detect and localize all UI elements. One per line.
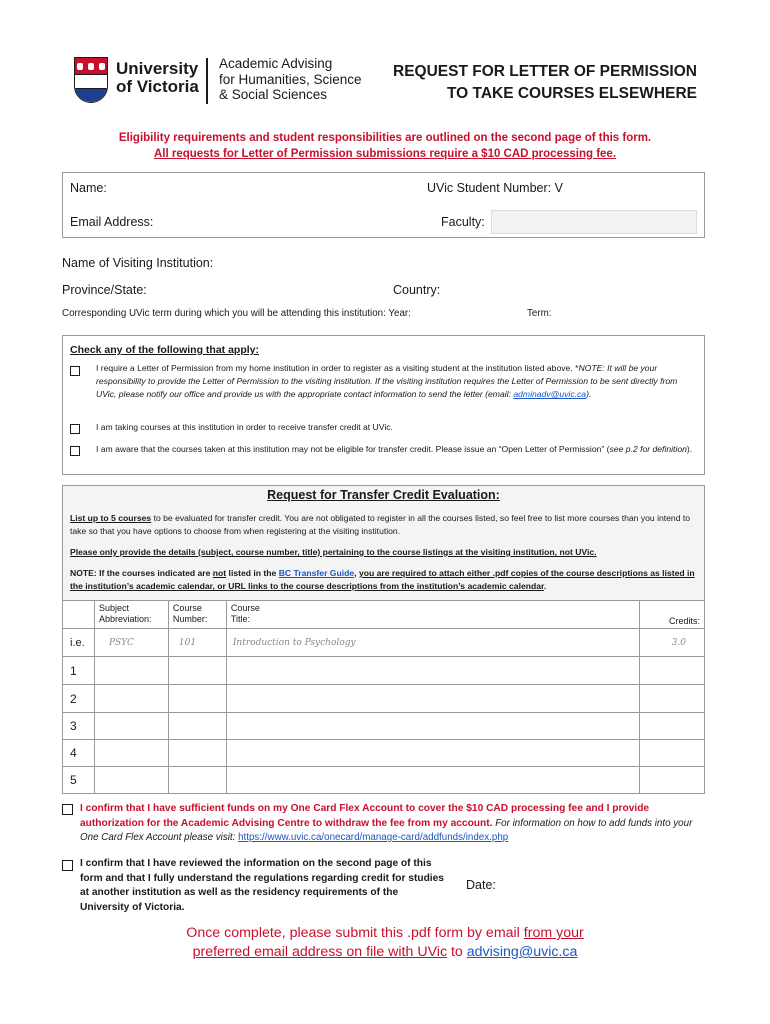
row-number: 2 — [63, 685, 95, 713]
visiting-institution-label: Name of Visiting Institution: — [62, 256, 214, 270]
item1-note: NOTE: It will be your responsibility to provide the Letter of Permission to the visiting institution. If the visiting institution requires the Letter of Permission to be sent directly from UVic, please notify our office and provide us with the appropriate contact information to send the letter (email: — [96, 363, 678, 399]
item3-see: see p.2 for definition — [609, 444, 687, 454]
header-course-title — [226, 601, 639, 629]
university-line1: University — [116, 59, 199, 78]
submit-d: to — [447, 944, 467, 960]
submit-instructions — [100, 924, 670, 962]
country-label: Country: — [393, 283, 441, 297]
dept-line3: & Social Sciences — [219, 87, 328, 102]
title-cell[interactable] — [226, 713, 639, 740]
header-course-title-text: Course Title: — [230, 603, 260, 624]
number-cell[interactable] — [168, 685, 226, 713]
table-row-example — [63, 629, 705, 657]
p3-d: you are required to attach either .pdf copies of the course descriptions as listed in the institution’s academic calendar, or URL links to the course descriptions from the institution’s academic calendar — [70, 568, 695, 591]
row-number: 3 — [63, 713, 95, 740]
subject-cell[interactable] — [94, 685, 168, 713]
check-item-2-text: I am taking courses at this institution in order to receive transfer credit at UVic. — [96, 422, 393, 432]
credits-cell[interactable] — [640, 767, 705, 794]
transfer-paragraph-1 — [70, 512, 698, 538]
item3-main: I am aware that the courses taken at this institution may not be eligible for transfer credit. Please issue an “Open Letter of Permission” ( — [96, 444, 610, 454]
transfer-p1-bold: List up to 5 courses — [70, 513, 152, 523]
subject-cell[interactable] — [94, 767, 168, 794]
item1-end: ). — [586, 389, 592, 399]
dept-line2: for Humanities, Science — [219, 71, 362, 87]
email-label: Email Address: — [70, 215, 154, 229]
example-number: 101 — [168, 629, 226, 657]
university-name — [116, 60, 199, 96]
title-cell[interactable] — [226, 767, 639, 794]
transfer-title: Request for Transfer Credit Evaluation: — [267, 488, 500, 502]
credits-cell[interactable] — [640, 685, 705, 713]
header-blank — [63, 601, 95, 629]
row-number: 1 — [63, 657, 95, 685]
row-number: 4 — [63, 740, 95, 767]
example-title: Introduction to Psychology — [226, 629, 639, 657]
number-cell[interactable] — [168, 740, 226, 767]
submit-c: preferred email address on file with UVic — [192, 944, 448, 960]
checkbox-confirm-funds[interactable] — [62, 804, 73, 815]
table-row — [63, 713, 705, 740]
example-label: i.e. — [63, 629, 95, 657]
transfer-paragraph-3 — [70, 567, 698, 593]
title-line2: TO TAKE COURSES ELSEWHERE — [446, 85, 697, 102]
p3-b: listed in the — [226, 568, 279, 578]
p3-a: NOTE: If the courses indicated are — [70, 568, 213, 578]
checkbox-open-letter[interactable] — [70, 446, 80, 456]
check-heading: Check any of the following that apply: — [70, 344, 260, 356]
example-subject: PSYC — [94, 629, 168, 657]
confirm-reviewed-text: I confirm that I have reviewed the information on the second page of this form and that I fully understand the regulations regarding credit for studies at another institution as well as the residency requirements of the University of Victoria. — [80, 858, 444, 913]
number-cell[interactable] — [168, 657, 226, 685]
uvic-crest-logo — [74, 57, 108, 103]
p3-not: not — [212, 568, 227, 578]
checkbox-transfer-credit[interactable] — [70, 424, 80, 434]
faculty-field[interactable] — [491, 210, 697, 234]
adminadv-email-link[interactable]: adminadv@uvic.ca — [513, 389, 587, 399]
department-name — [219, 56, 362, 103]
title-line1: REQUEST FOR LETTER OF PERMISSION — [393, 63, 697, 80]
term-label: Term: — [527, 308, 552, 319]
subject-cell[interactable] — [94, 657, 168, 685]
check-item-1-text — [96, 362, 696, 401]
form-title — [380, 61, 697, 105]
title-cell[interactable] — [226, 740, 639, 767]
example-credits: 3.0 — [640, 629, 705, 657]
checkbox-confirm-reviewed[interactable] — [62, 860, 73, 871]
notice-line1: Eligibility requirements and student responsibilities are outlined on the second page of this form. — [118, 132, 652, 144]
name-label: Name: — [70, 181, 107, 195]
province-label: Province/State: — [62, 283, 147, 297]
credits-cell[interactable] — [640, 657, 705, 685]
subject-cell[interactable] — [94, 713, 168, 740]
confirm-funds-text — [80, 802, 700, 846]
p3-c: , — [354, 568, 359, 578]
header-credits: Credits: — [640, 601, 705, 629]
title-cell[interactable] — [226, 657, 639, 685]
dept-line1: Academic Advising — [219, 56, 333, 71]
number-cell[interactable] — [168, 713, 226, 740]
course-table — [62, 600, 705, 794]
bc-transfer-guide-link[interactable]: BC Transfer Guide — [278, 568, 355, 578]
check-item-3-text — [96, 443, 696, 456]
table-row — [63, 685, 705, 713]
date-label: Date: — [466, 878, 496, 892]
number-cell[interactable] — [168, 767, 226, 794]
transfer-p1-rest: to be evaluated for transfer credit. You are not obligated to register in all the courses listed, so feel free to list more courses than you intend to take so that you have options to choose from when registering at the visiting institution. — [70, 513, 691, 536]
student-number-label: UVic Student Number: V — [427, 181, 563, 195]
item1-main: I require a Letter of Permission from my home institution in order to register as a visiting student at the institution listed above. * — [96, 363, 579, 373]
confirm-funds-info: For information on how to add funds into your One Card Flex Account please visit: — [80, 817, 693, 843]
header-subject: Subject Abbreviation: — [94, 601, 168, 629]
checkbox-letter-required[interactable] — [70, 366, 80, 376]
header-course-number: Course Number: — [168, 601, 226, 629]
term-year-label: Corresponding UVic term during which you will be attending this institution: Year: — [62, 308, 411, 319]
submit-a: Once complete, please submit this .pdf form by email — [186, 925, 524, 941]
transfer-paragraph-2: Please only provide the details (subject, course number, title) pertaining to the course listings at the visiting institution, not UVic. — [70, 547, 597, 557]
title-cell[interactable] — [226, 685, 639, 713]
eligibility-notice — [60, 130, 710, 162]
table-row — [63, 740, 705, 767]
p3-e: . — [543, 581, 547, 591]
credits-cell[interactable] — [640, 740, 705, 767]
header-divider — [206, 58, 208, 104]
credits-cell[interactable] — [640, 713, 705, 740]
advising-email-link[interactable]: advising@uvic.ca — [466, 944, 578, 960]
university-line2: of Victoria — [116, 77, 199, 96]
faculty-label: Faculty: — [441, 215, 485, 229]
item3-end: ). — [686, 444, 693, 454]
table-row — [63, 657, 705, 685]
submit-b: from your — [523, 925, 584, 941]
table-header-row — [63, 601, 705, 629]
row-number: 5 — [63, 767, 95, 794]
subject-cell[interactable] — [94, 740, 168, 767]
onecard-link[interactable]: https://www.uvic.ca/onecard/manage-card/addfunds/index.php — [238, 832, 509, 843]
table-row — [63, 767, 705, 794]
confirm-funds-bold: I confirm that I have sufficient funds on my One Card Flex Account to cover the $10 CAD processing fee and I provide authorization for the Academic Advising Centre to withdraw the fee from my account. — [80, 803, 650, 829]
notice-line2: All requests for Letter of Permission submissions require a $10 CAD processing fee. — [153, 148, 617, 160]
